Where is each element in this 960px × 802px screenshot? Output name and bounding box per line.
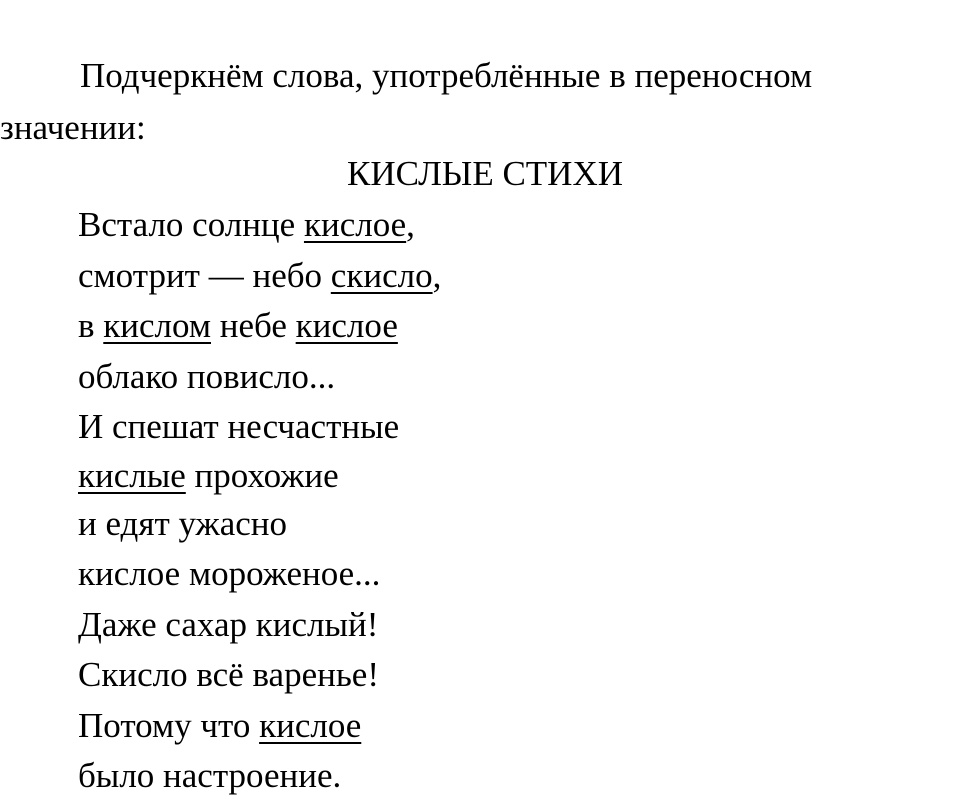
poem-body — [78, 200, 441, 802]
intro-line-2: значении: — [0, 108, 146, 147]
poem-text: прохожие — [185, 455, 339, 495]
poem-text: смотрит — небо — [78, 255, 331, 295]
poem-line — [78, 352, 441, 403]
underlined-word: кислое — [303, 205, 407, 244]
poem-text: Потому что — [78, 705, 260, 745]
poem-line — [78, 499, 441, 550]
poem-line — [78, 751, 441, 802]
poem-line — [78, 701, 441, 752]
poem-line — [78, 402, 441, 453]
underlined-word: кислые — [78, 455, 186, 495]
poem-text: Скисло всё варенье! — [78, 655, 379, 694]
poem-text: Встало солнце — [78, 205, 304, 244]
poem-text: И спешат несчастные — [78, 407, 400, 446]
poem-text: , — [432, 255, 442, 295]
underlined-word: кислое — [295, 306, 398, 345]
poem-text: и едят ужасно — [78, 503, 288, 543]
intro-paragraph — [0, 50, 940, 154]
poem-line — [78, 549, 441, 600]
poem-text: кислое мороженое... — [78, 554, 381, 593]
poem-line — [78, 600, 441, 651]
underlined-word: кислое — [259, 705, 362, 745]
intro-line-1: Подчеркнём слова, употреблённые в переносном — [80, 56, 813, 95]
poem-title: КИСЛЫЕ СТИХИ — [346, 154, 624, 193]
poem-text: небе — [211, 306, 296, 345]
underlined-word: скисло — [330, 255, 433, 295]
poem-text: облако повисло... — [78, 356, 336, 396]
poem-line — [78, 200, 441, 251]
poem-text: , — [406, 205, 415, 244]
underlined-word: кислом — [103, 306, 211, 345]
poem-text: было настроение. — [78, 756, 342, 795]
poem-line — [78, 453, 441, 499]
poem-line — [78, 650, 441, 701]
poem-text: Даже сахар кислый! — [78, 604, 379, 644]
poem-line — [78, 301, 441, 352]
poem-line — [78, 251, 441, 302]
poem-text: в — [78, 306, 104, 345]
